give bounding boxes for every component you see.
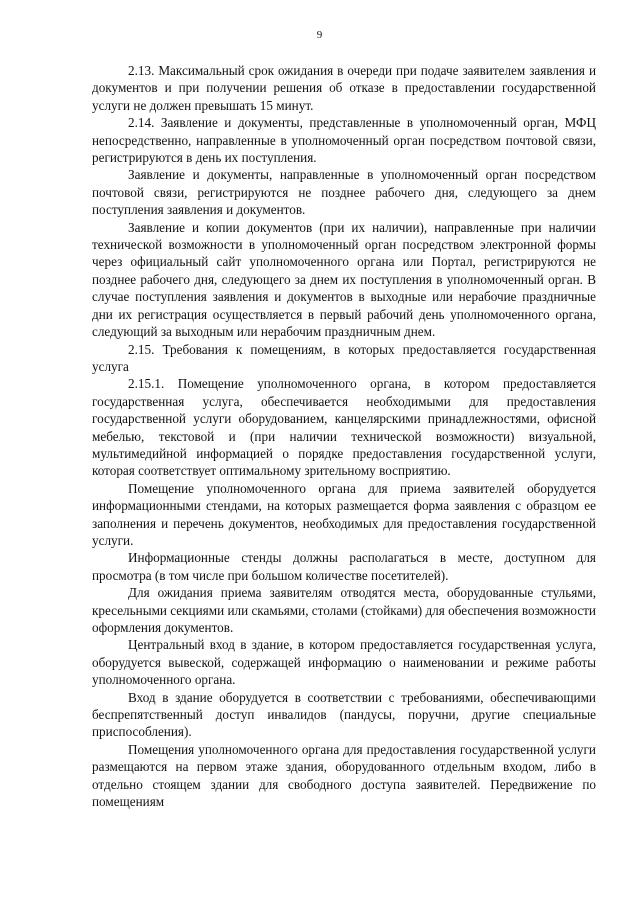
- document-body: [92, 62, 596, 810]
- page-number: 9: [316, 29, 323, 41]
- paragraph-2-14: 2.14. Заявление и документы, представленные в уполномоченный орган, МФЦ непосредственно, направленные в уполномоченный орган посредством почтовой связи, регистрируются в день их поступления.: [92, 115, 596, 166]
- paragraph-stand-placement: Информационные стенды должны располагаться в месте, доступном для просмотра (в том числе при большом количестве посетителей).: [92, 550, 596, 583]
- paragraph-postal-registration: Заявление и документы, направленные в уполномоченный орган посредством почтовой связи, регистрируются не позднее рабочего дня, следующего за днем поступления заявления и документов.: [92, 167, 596, 218]
- paragraph-central-entrance: Центральный вход в здание, в котором предоставляется государственная услуга, оборудуется вывеской, содержащей информацию о наименовании и режиме работы уполномоченного органа.: [92, 637, 596, 688]
- paragraph-electronic-registration: Заявление и копии документов (при их наличии), направленные при наличии технической возможности в уполномоченный орган посредством электронной формы через официальный сайт уполномоченного органа или Портал, регистрируются не позднее рабочего дня, следующего за днем их поступления в уполномоченный орган. В случае поступления заявления и документов в выходные или нерабочие праздничные дни их регистрация осуществляется в первый рабочий день уполномоченного органа, следующий за выходным или нерабочим праздничным днем.: [92, 219, 596, 340]
- paragraph-waiting-places: Для ожидания приема заявителям отводятся места, оборудованные стульями, кресельными секциями или скамьями, столами (стойками) для обеспечения возможности оформления документов.: [92, 585, 596, 635]
- paragraph-2-15-1: 2.15.1. Помещение уполномоченного органа, в котором предоставляется государственная услуга, обеспечивается необходимыми для предоставления государственной услуги оборудованием, канцелярскими принадлежностями, офисной мебелью, текстовой и (при наличии технической возможности) визуальной, мультимедийной информацией о порядке предоставления государственной услуги, которая соответствует оптимальному зрительному восприятию.: [92, 376, 596, 479]
- paragraph-2-15: 2.15. Требования к помещениям, в которых предоставляется государственная услуга: [92, 341, 596, 374]
- paragraph-2-13: 2.13. Максимальный срок ожидания в очереди при подаче заявителем заявления и документов и при получении решения об отказе в предоставлении государственной услуги не должен превышать 15 минут.: [92, 63, 596, 113]
- paragraph-information-stands: Помещение уполномоченного органа для приема заявителей оборудуется информационными стендами, на которых размещается форма заявления с образцом ее заполнения и перечень документов, необходимых для предоставления государственной услуги.: [92, 480, 596, 548]
- paragraph-premises-location: Помещения уполномоченного органа для предоставления государственной услуги размещаются на первом этаже здания, оборудованного отдельным входом, либо в отдельно стоящем здании для свободного доступа заявителей. Передвижение по помещениям: [92, 741, 596, 810]
- paragraph-accessibility: Вход в здание оборудуется в соответствии с требованиями, обеспечивающими беспрепятственный доступ инвалидов (пандусы, поручни, другие специальные приспособления).: [92, 689, 596, 740]
